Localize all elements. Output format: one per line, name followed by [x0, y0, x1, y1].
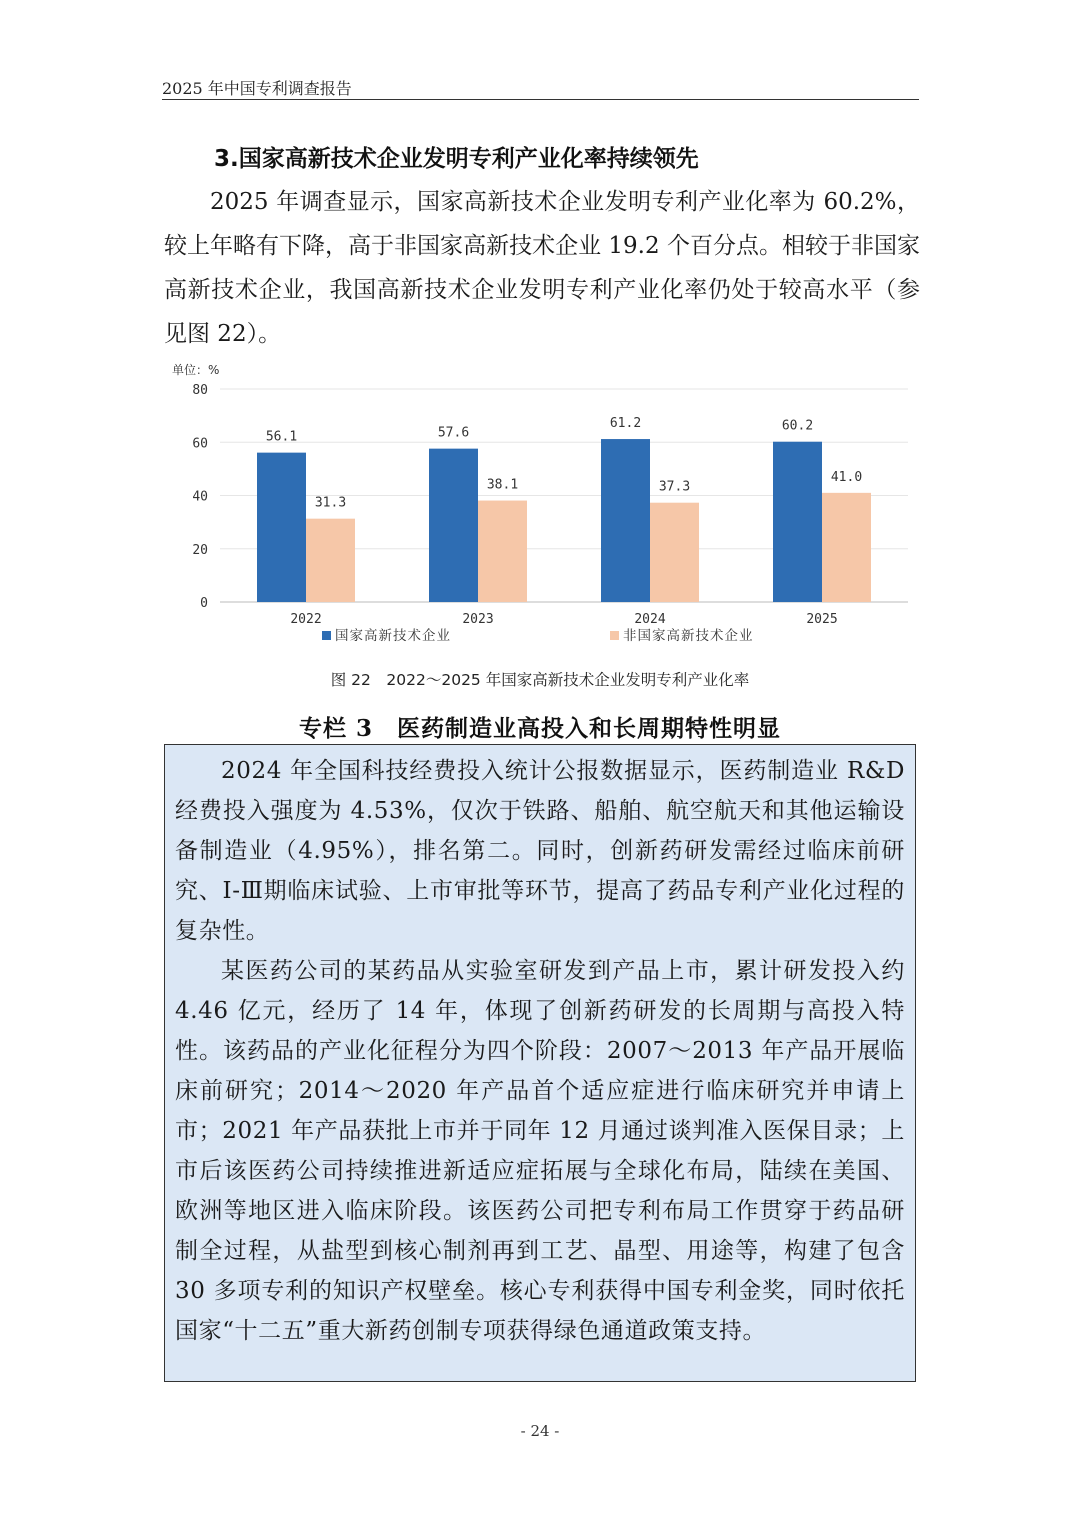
data-label: 37.3	[658, 479, 691, 495]
data-label: 56.1	[265, 429, 298, 445]
section-heading: 3.国家高新技术企业发明专利产业化率持续领先	[214, 146, 699, 172]
box-paragraph-1: 2024 年全国科技经费投入统计公报数据显示，医药制造业 R&D 经费投入强度为 4.53%，仅次于铁路、船舶、航空航天和其他运输设备制造业（4.95%），排名第二。同时，创新药研发需经过临床前研究、I-Ⅲ期临床试验、上市审批等环节，提高了药品专利产业化过程的复杂性。	[175, 758, 905, 944]
report-header: 2025 年中国专利调查报告	[162, 79, 352, 98]
sidebar-box	[164, 744, 916, 1382]
legend-label: 非国家高新技术企业	[623, 628, 754, 644]
bar-chart	[162, 360, 922, 660]
legend-swatch	[322, 631, 331, 640]
bar	[773, 442, 822, 602]
data-label: 31.3	[314, 495, 347, 511]
bar	[478, 501, 527, 602]
y-tick-label: 60	[192, 436, 208, 452]
page-number: - 24 -	[520, 1422, 560, 1440]
y-tick-label: 20	[192, 542, 208, 558]
data-label: 60.2	[781, 418, 814, 434]
unit-label: 单位：%	[172, 363, 220, 377]
bar	[306, 519, 355, 602]
data-label: 57.6	[437, 425, 470, 441]
data-label: 41.0	[830, 469, 863, 485]
legend-label: 国家高新技术企业	[335, 628, 451, 644]
y-tick-label: 40	[192, 489, 208, 505]
data-label: 38.1	[486, 477, 519, 493]
bar	[257, 453, 306, 602]
bar-chart-svg	[162, 360, 922, 660]
sidebar-box-title: 专栏 3 医药制造业高投入和长周期特性明显	[298, 715, 781, 742]
data-label: 61.2	[609, 416, 642, 432]
y-tick-label: 0	[200, 596, 208, 611]
figure-caption: 图 22 2022～2025 年国家高新技术企业发明专利产业化率	[330, 671, 750, 689]
section-paragraph: 2025 年调查显示，国家高新技术企业发明专利产业化率为 60.2%，较上年略有下降，高于非国家高新技术企业 19.2 个百分点。相较于非国家高新技术企业，我国高新技术企业发明专利产业化率仍处于较高水平（参见图 22）。	[164, 189, 920, 347]
header-divider	[162, 99, 919, 100]
x-tick-label: 2022	[290, 612, 322, 627]
legend-swatch	[610, 631, 619, 640]
x-tick-label: 2024	[634, 612, 666, 627]
bar	[429, 449, 478, 602]
y-tick-label: 80	[192, 383, 208, 398]
bar	[822, 493, 871, 602]
bar	[601, 439, 650, 602]
box-paragraph-2: 某医药公司的某药品从实验室研发到产品上市，累计研发投入约 4.46 亿元，经历了 14 年，体现了创新药研发的长周期与高投入特性。该药品的产业化征程分为四个阶段：2007～2013 年产品开展临床前研究；2014～2020 年产品首个适应症进行临床研究并申请上市；2021 年产品获批上市并于同年 12 月通过谈判准入医保目录；上市后该医药公司持续推进新适应症拓展与全球化布局，陆续在美国、欧洲等地区进入临床阶段。该医药公司把专利布局工作贯穿于药品研制全过程，从盐型到核心制剂再到工艺、晶型、用途等，构建了包含 30 多项专利的知识产权壁垒。核心专利获得中国专利金奖，同时依托国家“十二五”重大新药创制专项获得绿色通道政策支持。	[175, 958, 905, 1344]
x-tick-label: 2023	[462, 612, 494, 627]
bar	[650, 503, 699, 602]
x-tick-label: 2025	[806, 612, 838, 627]
